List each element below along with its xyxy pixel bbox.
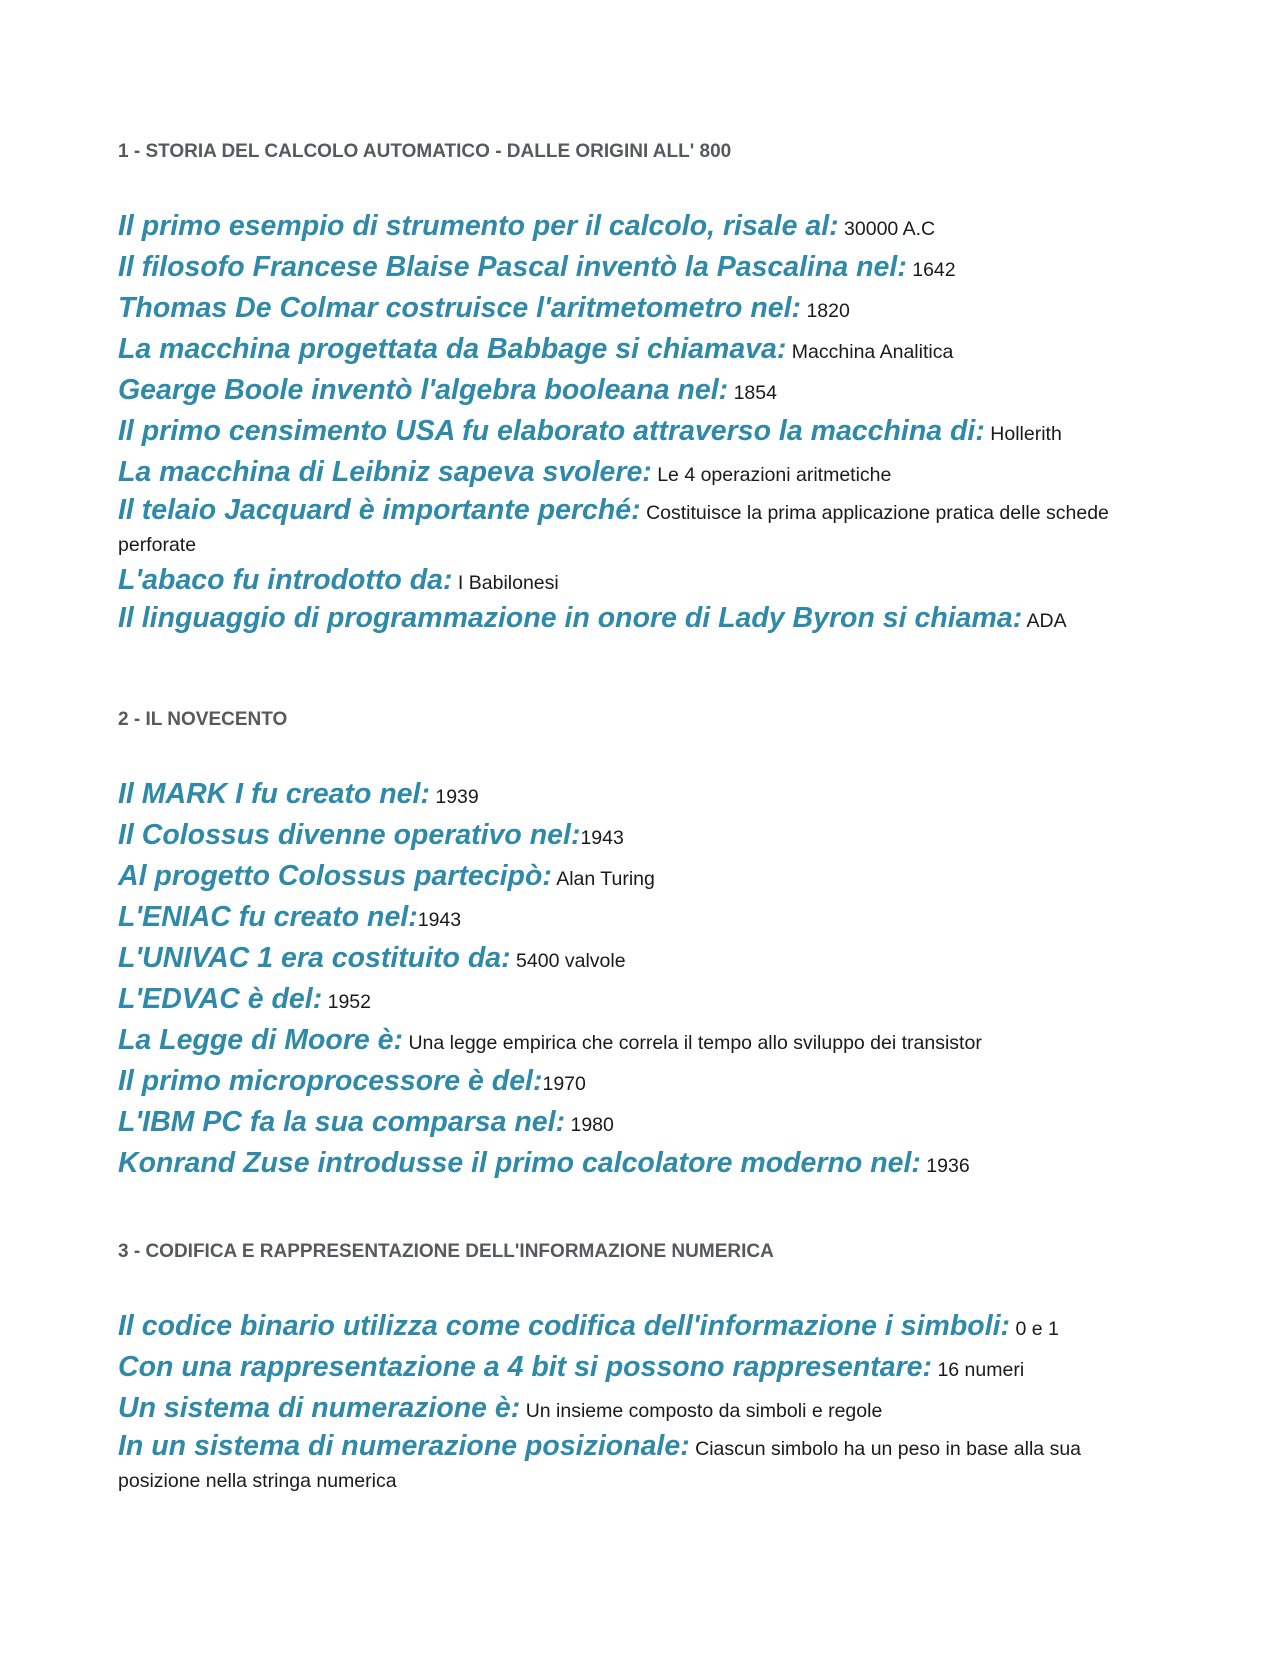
question: Il codice binario utilizza come codifica dell'informazione i simboli: (118, 1310, 1011, 1342)
answer: 1943 (580, 827, 624, 849)
answer: 0 e 1 (1010, 1318, 1059, 1340)
answer: 1952 (322, 991, 372, 1013)
qa-item (118, 495, 1158, 562)
question: L'abaco fu introdotto da: (118, 564, 453, 596)
qa-item (118, 1431, 1158, 1498)
answer: 1980 (565, 1114, 614, 1136)
qa-item (118, 454, 1158, 495)
qa-item (118, 1308, 1158, 1349)
section-3-list (118, 1308, 1158, 1498)
qa-item (118, 603, 1158, 638)
answer: 1936 (920, 1155, 970, 1177)
answer: 1943 (417, 909, 462, 931)
question: L'UNIVAC 1 era costituito da: (118, 942, 511, 974)
answer: Hollerith (984, 423, 1062, 445)
question: Con una rappresentazione a 4 bit si possono rappresentare: (118, 1351, 933, 1383)
answer: 1854 (728, 382, 777, 404)
answer: 1820 (801, 300, 850, 322)
qa-item (118, 249, 1158, 290)
qa-item (118, 1145, 1158, 1186)
answer: 1642 (906, 259, 956, 281)
question: Un sistema di numerazione è: (118, 1392, 521, 1424)
qa-item (118, 858, 1158, 899)
qa-item (118, 1390, 1158, 1431)
answer: 5400 valvole (510, 950, 626, 972)
answer: Un insieme composto da simboli e regole (520, 1400, 883, 1422)
question: Thomas De Colmar costruisce l'aritmetometro nel: (118, 292, 802, 324)
answer: Ciascun simbolo ha un peso in base alla sua posizione nella stringa numerica (118, 1438, 1082, 1492)
question: Il primo censimento USA fu elaborato attraverso la macchina di: (118, 415, 985, 447)
question: Il Colossus divenne operativo nel: (118, 819, 581, 851)
section-1-heading: 1 - STORIA DEL CALCOLO AUTOMATICO - DALLE ORIGINI ALL' 800 (118, 141, 732, 162)
answer: I Babilonesi (452, 572, 559, 594)
question: In un sistema di numerazione posizionale: (118, 1430, 690, 1462)
answer: 16 numeri (932, 1359, 1025, 1381)
section-3-heading: 3 - CODIFICA E RAPPRESENTAZIONE DELL'INFORMAZIONE NUMERICA (118, 1241, 774, 1262)
answer: Una legge empirica che correla il tempo allo sviluppo dei transistor (403, 1032, 982, 1054)
qa-item (118, 290, 1158, 331)
qa-item (118, 776, 1158, 817)
question: Il primo microprocessore è del: (118, 1065, 543, 1097)
question: Il filosofo Francese Blaise Pascal inventò la Pascalina nel: (118, 251, 907, 283)
qa-item (118, 208, 1158, 249)
qa-item (118, 1022, 1158, 1063)
qa-item (118, 1104, 1158, 1145)
answer: ADA (1022, 610, 1067, 632)
question: Il primo esempio di strumento per il calcolo, risale al: (118, 210, 839, 242)
answer: Le 4 operazioni aritmetiche (651, 464, 892, 486)
qa-item (118, 372, 1158, 413)
question: Gearge Boole inventò l'algebra booleana nel: (118, 374, 729, 406)
answer: Macchina Analitica (786, 341, 954, 363)
question: La Legge di Moore è: (118, 1024, 404, 1056)
qa-item (118, 817, 1158, 858)
question: Il telaio Jacquard è importante perché: (118, 494, 641, 526)
section-2-heading: 2 - IL NOVECENTO (118, 709, 288, 730)
question: L'IBM PC fa la sua comparsa nel: (118, 1106, 566, 1138)
qa-item (118, 899, 1158, 940)
section-2-list (118, 776, 1158, 1186)
qa-item (118, 413, 1158, 454)
answer: 30000 A.C (838, 218, 936, 240)
answer: 1970 (542, 1073, 586, 1095)
question: L'ENIAC fu creato nel: (118, 901, 418, 933)
question: Konrand Zuse introdusse il primo calcolatore moderno nel: (118, 1147, 921, 1179)
section-1-list (118, 208, 1158, 638)
answer: 1939 (429, 786, 479, 808)
qa-item (118, 562, 1158, 603)
question: Al progetto Colossus partecipò: (118, 860, 552, 892)
qa-item (118, 981, 1158, 1022)
question: La macchina di Leibniz sapeva svolere: (118, 456, 652, 488)
question: Il linguaggio di programmazione in onore di Lady Byron si chiama: (118, 602, 1023, 634)
question: La macchina progettata da Babbage si chiamava: (118, 333, 787, 365)
answer: Alan Turing (551, 868, 655, 890)
qa-item (118, 1063, 1158, 1104)
answer: Costituisce la prima applicazione pratica delle schede perforate (118, 502, 1109, 556)
qa-item (118, 940, 1158, 981)
qa-item (118, 1349, 1158, 1390)
question: L'EDVAC è del: (118, 983, 323, 1015)
qa-item (118, 331, 1158, 372)
question: Il MARK I fu creato nel: (118, 778, 430, 810)
